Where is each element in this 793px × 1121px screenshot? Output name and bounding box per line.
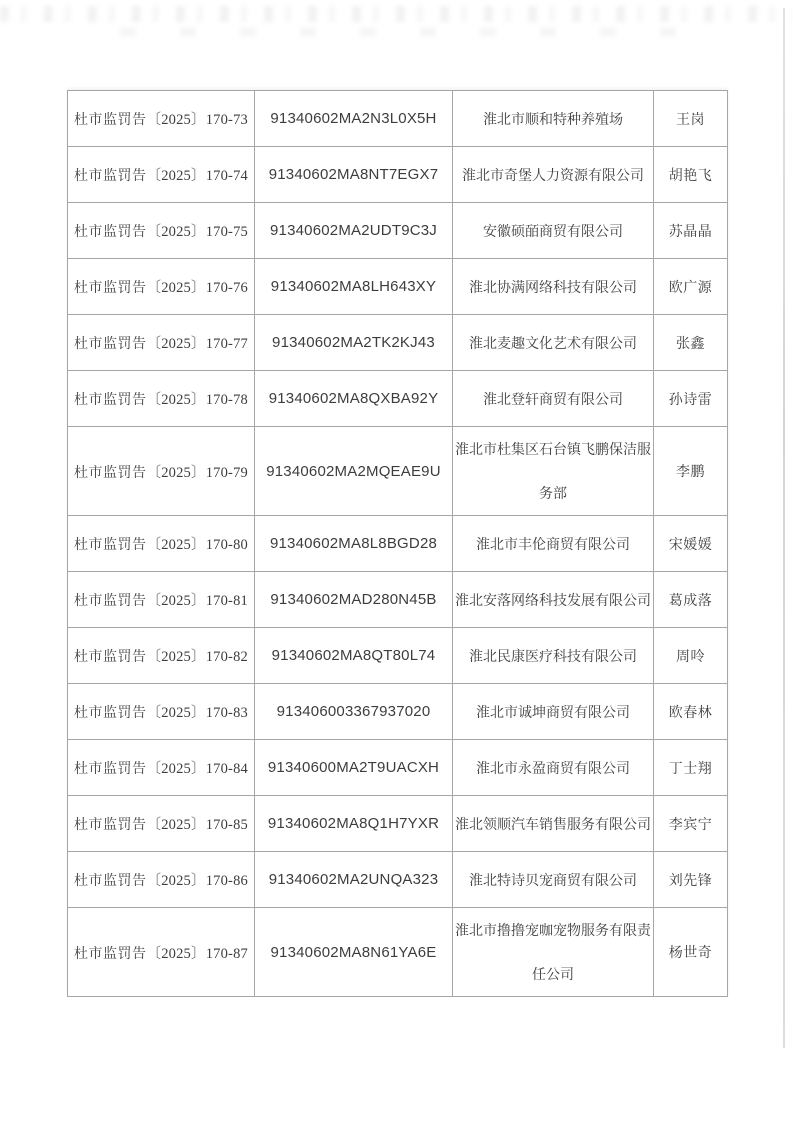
credit-code-cell: 91340602MA2UDT9C3J	[255, 203, 453, 259]
party-name-cell: 淮北市丰伦商贸有限公司	[453, 516, 654, 572]
doc-number-cell	[68, 740, 255, 796]
doc-number-suffix: 〔2025〕170-73	[146, 112, 248, 128]
doc-number-prefix: 杜市监罚告	[74, 335, 147, 351]
table-body	[68, 91, 728, 997]
doc-number-prefix: 杜市监罚告	[74, 223, 147, 239]
person-name-cell: 杨世奇	[654, 908, 728, 997]
table-row	[68, 516, 728, 572]
table-row	[68, 203, 728, 259]
credit-code-cell: 913406003367937020	[255, 684, 453, 740]
person-name-cell: 欧广源	[654, 259, 728, 315]
doc-number-prefix: 杜市监罚告	[74, 463, 147, 480]
doc-number-cell	[68, 796, 255, 852]
table-row	[68, 628, 728, 684]
doc-number-cell	[68, 908, 255, 997]
party-name-cell: 淮北特诗贝宠商贸有限公司	[453, 852, 654, 908]
doc-number-cell	[68, 427, 255, 516]
doc-number-suffix: 〔2025〕170-76	[146, 280, 248, 296]
doc-number-suffix: 〔2025〕170-86	[146, 873, 248, 889]
person-name-cell: 丁士翔	[654, 740, 728, 796]
doc-number-cell	[68, 315, 255, 371]
table-row	[68, 572, 728, 628]
person-name-cell: 葛成落	[654, 572, 728, 628]
person-name-cell: 孙诗雷	[654, 371, 728, 427]
table-row	[68, 315, 728, 371]
doc-number-prefix: 杜市监罚告	[74, 760, 147, 776]
doc-number-suffix: 〔2025〕170-84	[146, 761, 248, 777]
doc-number-prefix: 杜市监罚告	[74, 648, 147, 664]
table-row	[68, 740, 728, 796]
credit-code-cell: 91340602MA2TK2KJ43	[255, 315, 453, 371]
table-row	[68, 684, 728, 740]
party-name-cell: 淮北麦趣文化艺术有限公司	[453, 315, 654, 371]
table-row	[68, 259, 728, 315]
person-name-cell: 刘先锋	[654, 852, 728, 908]
doc-number-prefix: 杜市监罚告	[74, 592, 147, 608]
doc-number-cell	[68, 91, 255, 147]
doc-number-cell	[68, 628, 255, 684]
party-name-cell: 安徽硕皕商贸有限公司	[453, 203, 654, 259]
doc-number-prefix: 杜市监罚告	[74, 944, 147, 961]
party-name-cell: 淮北领顺汽车销售服务有限公司	[453, 796, 654, 852]
person-name-cell: 苏晶晶	[654, 203, 728, 259]
credit-code-cell: 91340602MA8L8BGD28	[255, 516, 453, 572]
doc-number-prefix: 杜市监罚告	[74, 111, 147, 127]
credit-code-cell: 91340602MA8QXBA92Y	[255, 371, 453, 427]
doc-number-cell	[68, 203, 255, 259]
person-name-cell: 欧春林	[654, 684, 728, 740]
credit-code-cell: 91340602MA2MQEAE9U	[255, 427, 453, 516]
party-name-cell: 淮北市诚坤商贸有限公司	[453, 684, 654, 740]
person-name-cell: 胡艳飞	[654, 147, 728, 203]
doc-number-cell	[68, 684, 255, 740]
scan-bleedthrough-artifact	[120, 28, 680, 36]
party-name-cell: 淮北民康医疗科技有限公司	[453, 628, 654, 684]
party-name-cell: 淮北市永盈商贸有限公司	[453, 740, 654, 796]
doc-number-prefix: 杜市监罚告	[74, 816, 147, 832]
person-name-cell: 李宾宁	[654, 796, 728, 852]
person-name-cell: 张鑫	[654, 315, 728, 371]
table-row	[68, 796, 728, 852]
table-row	[68, 852, 728, 908]
penalty-notice-table	[67, 90, 728, 997]
doc-number-cell	[68, 147, 255, 203]
doc-number-cell	[68, 259, 255, 315]
doc-number-prefix: 杜市监罚告	[74, 872, 147, 888]
doc-number-suffix: 〔2025〕170-77	[146, 336, 248, 352]
person-name-cell: 李鹏	[654, 427, 728, 516]
credit-code-cell: 91340602MAD280N45B	[255, 572, 453, 628]
person-name-cell: 周呤	[654, 628, 728, 684]
doc-number-prefix: 杜市监罚告	[74, 704, 147, 720]
doc-number-cell	[68, 572, 255, 628]
table-row	[68, 91, 728, 147]
doc-number-suffix: 〔2025〕170-81	[146, 593, 248, 609]
table-row	[68, 371, 728, 427]
doc-number-suffix: 〔2025〕170-74	[146, 168, 248, 184]
credit-code-cell: 91340602MA8Q1H7YXR	[255, 796, 453, 852]
doc-number-prefix: 杜市监罚告	[74, 391, 147, 407]
party-name-cell: 淮北登轩商贸有限公司	[453, 371, 654, 427]
credit-code-cell: 91340602MA8LH643XY	[255, 259, 453, 315]
party-name-cell: 淮北市撸撸宠咖宠物服务有限责任公司	[453, 908, 654, 997]
doc-number-prefix: 杜市监罚告	[74, 279, 147, 295]
doc-number-cell	[68, 852, 255, 908]
doc-number-suffix: 〔2025〕170-80	[146, 537, 248, 553]
credit-code-cell: 91340602MA8QT80L74	[255, 628, 453, 684]
doc-number-prefix: 杜市监罚告	[74, 536, 147, 552]
party-name-cell: 淮北协满网络科技有限公司	[453, 259, 654, 315]
doc-number-suffix: 〔2025〕170-75	[146, 224, 248, 240]
doc-number-suffix: 〔2025〕170-82	[146, 649, 248, 665]
table-row	[68, 908, 728, 997]
table-row	[68, 147, 728, 203]
doc-number-prefix: 杜市监罚告	[74, 167, 147, 183]
doc-number-suffix: 〔2025〕170-87	[146, 945, 248, 962]
party-name-cell: 淮北市奇堡人力资源有限公司	[453, 147, 654, 203]
party-name-cell: 淮北安落网络科技发展有限公司	[453, 572, 654, 628]
doc-number-suffix: 〔2025〕170-79	[146, 464, 248, 481]
doc-number-cell	[68, 371, 255, 427]
doc-number-cell	[68, 516, 255, 572]
credit-code-cell: 91340602MA2UNQA323	[255, 852, 453, 908]
page-edge-line	[783, 8, 785, 1048]
table-row	[68, 427, 728, 516]
person-name-cell: 宋媛媛	[654, 516, 728, 572]
doc-number-suffix: 〔2025〕170-83	[146, 705, 248, 721]
scan-bleedthrough-artifact	[0, 6, 793, 22]
credit-code-cell: 91340602MA8N61YA6E	[255, 908, 453, 997]
person-name-cell: 王岗	[654, 91, 728, 147]
party-name-cell: 淮北市顺和特种养殖场	[453, 91, 654, 147]
doc-number-suffix: 〔2025〕170-85	[146, 817, 248, 833]
party-name-cell: 淮北市杜集区石台镇飞鹏保洁服务部	[453, 427, 654, 516]
doc-number-suffix: 〔2025〕170-78	[146, 392, 248, 408]
credit-code-cell: 91340600MA2T9UACXH	[255, 740, 453, 796]
credit-code-cell: 91340602MA2N3L0X5H	[255, 91, 453, 147]
credit-code-cell: 91340602MA8NT7EGX7	[255, 147, 453, 203]
